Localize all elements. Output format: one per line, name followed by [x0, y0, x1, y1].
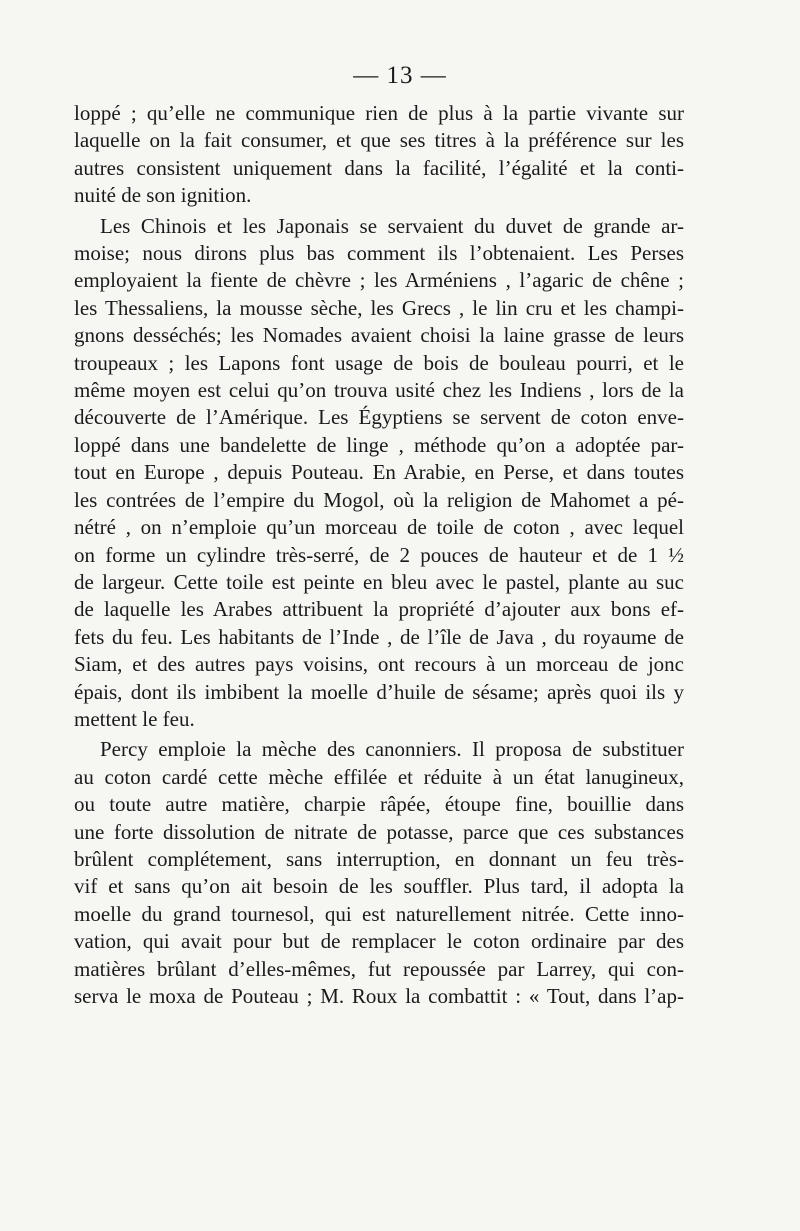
- paragraph: [74, 100, 684, 210]
- paragraph: [74, 213, 684, 734]
- text-line: même moyen est celui qu’on trouva usité chez les Indiens , lors de la: [74, 378, 684, 403]
- text-line: Percy emploie la mèche des canonniers. Il proposa de substituer: [100, 737, 684, 762]
- text-line: on forme un cylindre très-serré, de 2 pouces de hauteur et de 1 ½: [74, 542, 684, 567]
- text-line: au coton cardé cette mèche effilée et réduite à un état lanugineux,: [74, 764, 684, 789]
- text-line: découverte de l’Amérique. Les Égyptiens se servent de coton enve-: [74, 405, 684, 430]
- text-line: autres consistent uniquement dans la facilité, l’égalité et la conti-: [74, 155, 684, 180]
- page-number: — 13 —: [353, 62, 447, 89]
- text-line: une forte dissolution de nitrate de potasse, parce que ces substances: [74, 819, 684, 844]
- text-line: serva le moxa de Pouteau ; M. Roux la combattit : « Tout, dans l’ap-: [74, 984, 684, 1008]
- text-line: matières brûlant d’elles-mêmes, fut repoussée par Larrey, qui con-: [74, 956, 684, 981]
- text-line: les Thessaliens, la mousse sèche, les Grecs , le lin cru et les champi-: [74, 295, 684, 320]
- text-line: ou toute autre matière, charpie râpée, étoupe fine, bouillie dans: [74, 792, 684, 817]
- text-line: de laquelle les Arabes attribuent la propriété d’ajouter aux bons ef-: [74, 597, 684, 622]
- text-line: nuité de son ignition.: [74, 183, 252, 208]
- text-line: vif et sans qu’on ait besoin de les souffler. Plus tard, il adopta la: [74, 874, 684, 899]
- text-line: gnons desséchés; les Nomades avaient choisi la laine grasse de leurs: [74, 323, 684, 348]
- text-line: Siam, et des autres pays voisins, ont recours à un morceau de jonc: [74, 652, 684, 677]
- text-line: laquelle on la fait consumer, et que ses titres à la préférence sur les: [74, 128, 684, 153]
- text-line: tout en Europe , depuis Pouteau. En Arabie, en Perse, et dans toutes: [74, 460, 684, 485]
- text-line: employaient la fiente de chèvre ; les Arméniens , l’agaric de chêne ;: [74, 268, 684, 293]
- text-line: brûlent complétement, sans interruption, en donnant un feu très-: [74, 846, 684, 871]
- text-line: moise; nous dirons plus bas comment ils l’obtenaient. Les Perses: [74, 241, 684, 266]
- paragraph: [74, 736, 684, 1010]
- text-line: épais, dont ils imbibent la moelle d’huile de sésame; après quoi ils y: [74, 679, 684, 704]
- body-text: [74, 100, 684, 1013]
- text-line: de largeur. Cette toile est peinte en bleu avec le pastel, plante au suc: [74, 569, 684, 594]
- text-line: les contrées de l’empire du Mogol, où la religion de Mahomet a pé-: [74, 487, 684, 512]
- text-line: troupeaux ; les Lapons font usage de bois de bouleau pourri, et le: [74, 350, 684, 375]
- text-line: nétré , on n’emploie qu’un morceau de toile de coton , avec lequel: [74, 515, 684, 540]
- text-line: Les Chinois et les Japonais se servaient du duvet de grande ar-: [100, 213, 684, 238]
- text-line: loppé dans une bandelette de linge , méthode qu’on a adoptée par-: [74, 432, 684, 457]
- text-line: vation, qui avait pour but de remplacer le coton ordinaire par des: [74, 929, 684, 954]
- text-line: mettent le feu.: [74, 706, 195, 731]
- text-line: loppé ; qu’elle ne communique rien de plus à la partie vivante sur: [74, 101, 684, 125]
- text-line: moelle du grand tournesol, qui est naturellement nitrée. Cette inno-: [74, 901, 684, 926]
- text-line: fets du feu. Les habitants de l’Inde , de l’île de Java , du royaume de: [74, 624, 684, 649]
